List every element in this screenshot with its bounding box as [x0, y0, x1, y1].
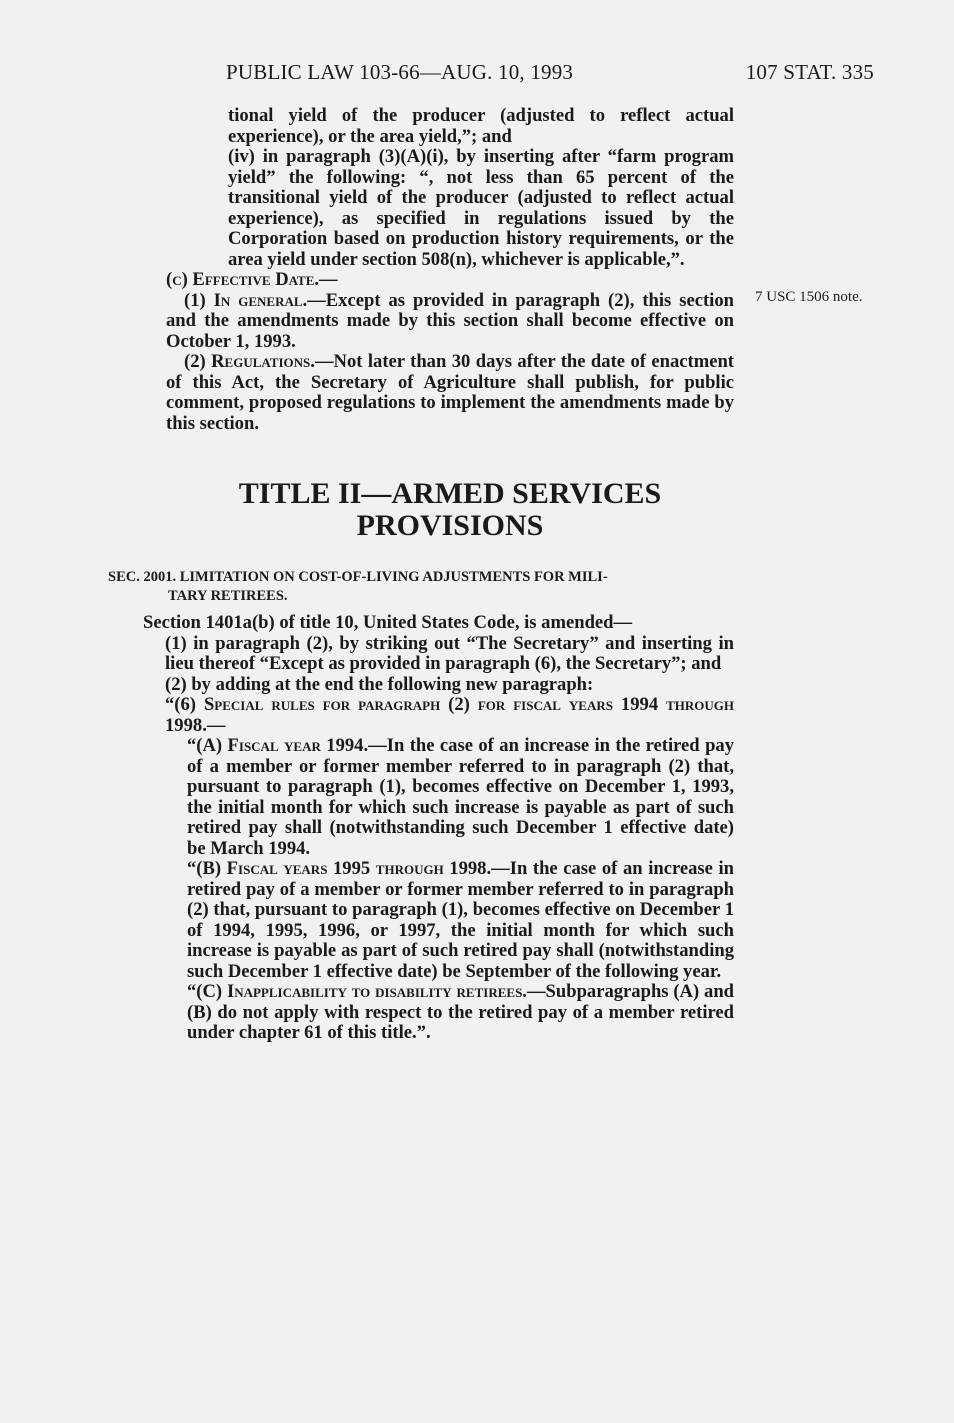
subparagraph-c-lead: “(C) Inapplicability to disability retirees. [187, 981, 527, 1002]
title-line-1: TITLE II—ARMED SERVICES [238, 477, 662, 510]
item-2: (2) by adding at the end the following new paragraph: [165, 673, 594, 695]
header-public-law: PUBLIC LAW 103-66—AUG. 10, 1993 [226, 60, 574, 84]
margin-note: 7 USC 1506 note. [755, 289, 863, 305]
subparagraph-c [143, 982, 734, 1044]
subparagraph-b [143, 859, 734, 982]
item-1: (1) in paragraph (2), by striking out “The Secretary” and inserting in lieu thereof “Except as provided in paragraph (6), the Secretary”; and [165, 632, 734, 674]
paragraph-6 [143, 695, 734, 736]
subparagraph-b-text: —In the case of an increase in retired pay of a member or former member referred to in paragraph (2) that, pursuant to paragraph (1), becomes effective on December 1 of 1994, 1995, 1996, or 1997, the initial month for which such increase is payable as part of such retired pay shall (notwithstanding such December 1 effective date) be September of the following year. [187, 858, 735, 982]
paragraph-6-lead: “(6) Special rules for paragraph (2) for fiscal years 1994 through 1998. [165, 694, 734, 736]
paragraph-1 [166, 291, 734, 353]
title-line-2: PROVISIONS [356, 509, 544, 542]
paragraph-lead: (1) In general. [184, 289, 308, 311]
paragraph-text: (iv) in paragraph (3)(A)(i), by inserting after “farm program yield” the following: “, not less than 65 percent of the transitional yield of the producer (adjusted to reflect actual experience), as specified in regulations issued by the Corporation based on production history requirements, or the area yield under section 508(n), whichever is applicable,”. [228, 146, 734, 270]
paragraph-text: —Except as provided in paragraph (2), this section and the amendments made by this section shall become effective on October 1, 1993. [166, 289, 734, 352]
subparagraph-a-lead: “(A) Fiscal year 1994. [187, 735, 369, 756]
section-text-top [166, 106, 734, 434]
subsection-heading: (c) Effective Date.— [166, 269, 338, 290]
subparagraph-b-lead: “(B) Fiscal years 1995 through 1998. [187, 858, 492, 879]
section-intro: Section 1401a(b) of title 10, United States Code, is amended— [143, 612, 633, 633]
paragraph-2 [166, 352, 734, 434]
section-heading-line-2: TARY RETIREES. [168, 588, 288, 604]
section-text-bottom [143, 613, 734, 1044]
subparagraph-a-text: —In the case of an increase in the retired pay of a member or former member referred to in paragraph (2) that, pursuant to paragraph (1), becomes effective on December 1, 1993, the initial month for which such increase is payable as part of such retired pay shall (notwithstanding such December 1 effective date) be March 1994. [187, 735, 735, 859]
title-heading [166, 478, 734, 542]
paragraph-text: —Not later than 30 days after the date of enactment of this Act, the Secretary of Agriculture shall publish, for public comment, proposed regulations to implement the amendments made by this section. [166, 351, 734, 434]
section-heading [108, 568, 734, 606]
paragraph-6-dash: — [206, 714, 226, 736]
paragraph-lead: (2) Regulations. [184, 351, 315, 372]
section-heading-line-1: SEC. 2001. LIMITATION ON COST-OF-LIVING ADJUSTMENTS FOR MILI- [108, 569, 608, 585]
subparagraph-c-text: —Subparagraphs (A) and (B) do not apply with respect to the retired pay of a member retired under chapter 61 of this title.”. [187, 981, 735, 1043]
subparagraph-a [143, 736, 734, 859]
paragraph: tional yield of the producer (adjusted to reflect actual experience), or the area yield,”; and [228, 105, 734, 147]
header-stat-page: 107 STAT. 335 [745, 60, 874, 84]
paragraph-iv [166, 147, 734, 270]
